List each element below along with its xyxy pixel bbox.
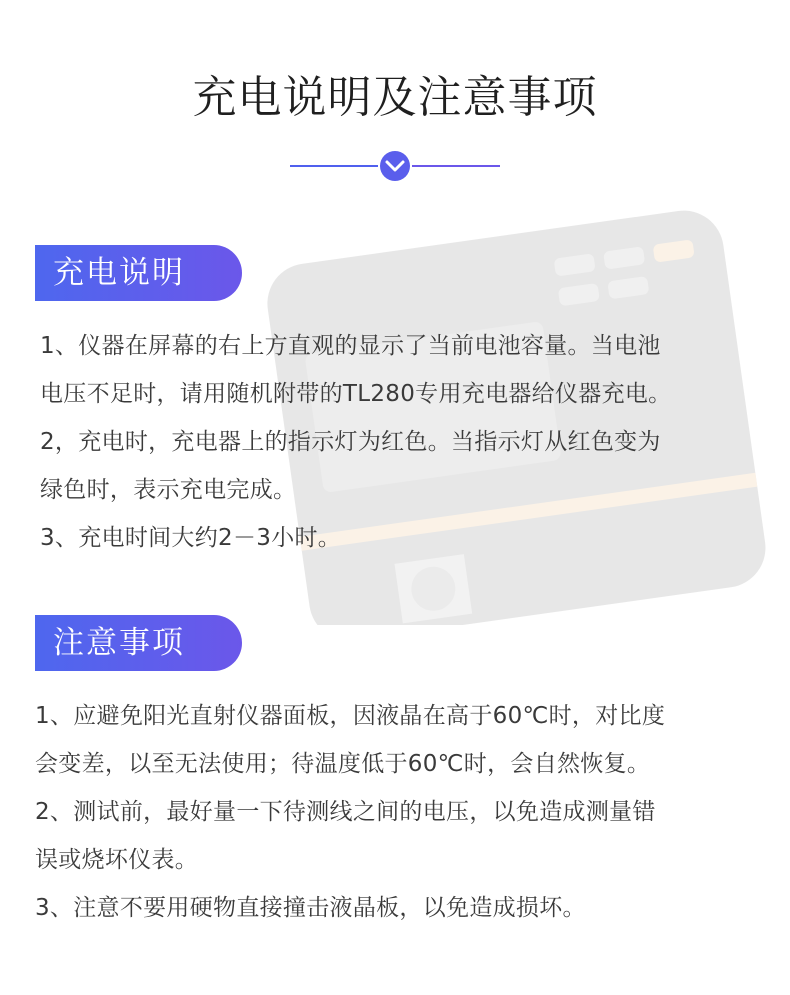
section-heading-charging: 充电说明 <box>35 245 242 301</box>
text-line: 1、仪器在屏幕的右上方直观的显示了当前电池容量。当电池 <box>40 333 661 359</box>
text-line: 电压不足时，请用随机附带的TL280专用充电器给仪器充电。 <box>40 381 672 407</box>
section-body-charging <box>40 322 671 562</box>
text-line: 2、测试前，最好量一下待测线之间的电压，以免造成测量错 <box>35 799 656 825</box>
section-body-precautions <box>35 692 665 932</box>
section-heading-precautions: 注意事项 <box>35 615 242 671</box>
text-line: 2，充电时，充电器上的指示灯为红色。当指示灯从红色变为 <box>40 429 661 455</box>
title-divider <box>290 150 500 182</box>
text-line: 3、注意不要用硬物直接撞击液晶板，以免造成损坏。 <box>35 895 586 921</box>
text-line: 误或烧坏仪表。 <box>35 847 199 873</box>
page-title: 充电说明及注意事项 <box>192 72 598 123</box>
chevron-down-icon <box>380 151 410 181</box>
text-line: 绿色时，表示充电完成。 <box>40 477 297 503</box>
text-line: 1、应避免阳光直射仪器面板，因液晶在高于60℃时，对比度 <box>35 703 666 729</box>
text-line: 会变差，以至无法使用；待温度低于60℃时，会自然恢复。 <box>35 751 651 777</box>
text-line: 3、充电时间大约2－3小时。 <box>40 525 342 551</box>
